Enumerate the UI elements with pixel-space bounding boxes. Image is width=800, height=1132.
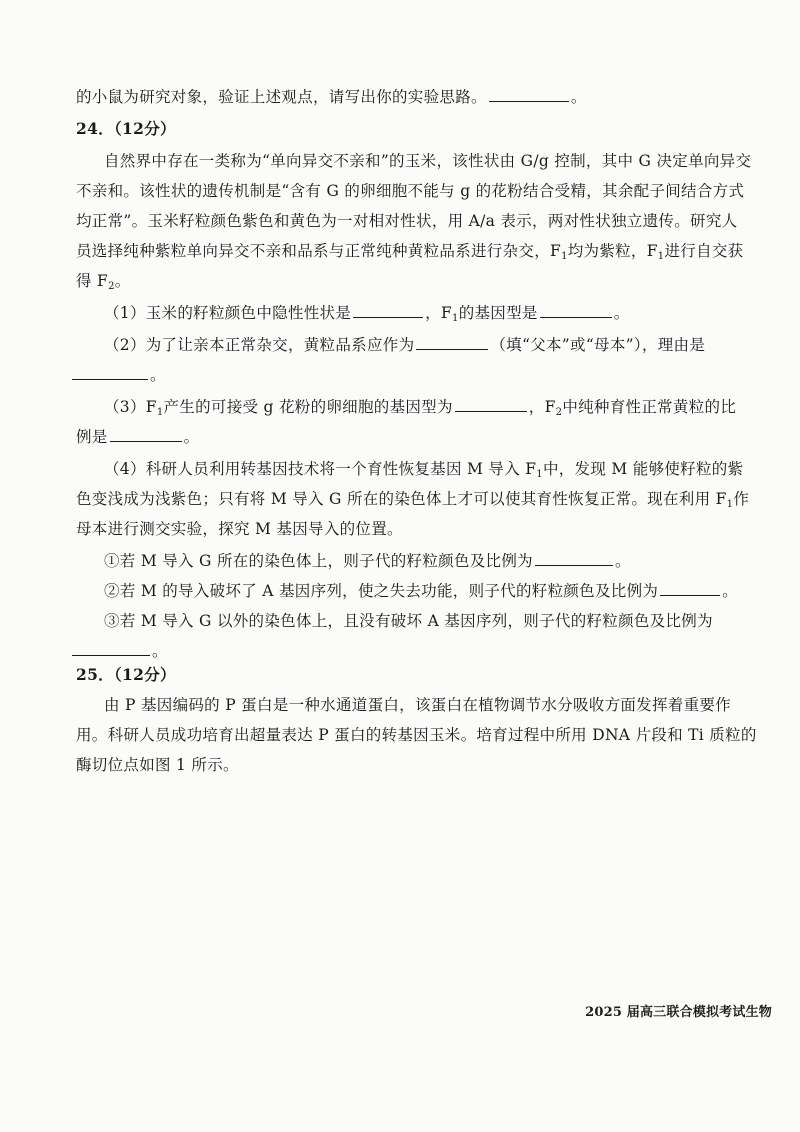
- subscript: 1: [156, 407, 164, 418]
- q24-sub4-line2: [76, 488, 760, 516]
- answer-blank[interactable]: [72, 365, 148, 380]
- q24-sub2: [104, 334, 760, 356]
- answer-blank[interactable]: [660, 581, 720, 596]
- subscript: 1: [536, 469, 543, 480]
- answer-blank[interactable]: [455, 397, 527, 412]
- subscript: 2: [108, 281, 115, 292]
- answer-blank[interactable]: [72, 641, 150, 656]
- punct: 。: [722, 582, 738, 600]
- punct: 。: [150, 366, 166, 384]
- q24-para1-line5: [76, 270, 760, 298]
- text-segment: （2）为了让亲本正常杂交，黄粒品系应作为: [104, 336, 415, 354]
- q24-sub2-cont: [70, 364, 760, 386]
- text-segment: 进行自交获: [664, 242, 744, 260]
- answer-blank[interactable]: [535, 551, 613, 566]
- text-segment: （4）科研人员利用转基因技术将一个育性恢复基因 M 导入 F: [104, 460, 537, 478]
- q24-sub4-line3: 母本进行测交实验，探究 M 基因导入的位置。: [76, 520, 403, 538]
- text-segment: 中纯种育性正常黄粒的比: [562, 398, 737, 416]
- text-segment: 例是: [76, 428, 108, 446]
- q24-sub3: [104, 396, 760, 424]
- text-segment: ，F: [528, 398, 556, 416]
- q25-line1: 由 P 基因编码的 P 蛋白是一种水通道蛋白，该蛋白在植物调节水分吸收方面发挥着重要作: [104, 696, 731, 714]
- text-segment: ①若 M 导入 G 所在的染色体上，则子代的籽粒颜色及比例为: [104, 552, 533, 570]
- q24-para1-line2: 不亲和。该性状的遗传机制是“含有 G 的卵细胞不能与 g 的花粉结合受精，其余配子间结合方式: [76, 182, 745, 200]
- q24-case3: ③若 M 导入 G 以外的染色体上，且没有破坏 A 基因序列，则子代的籽粒颜色及比例为: [104, 612, 713, 630]
- text-segment: 的基因型是: [458, 304, 538, 322]
- punct: 。: [613, 304, 630, 322]
- subscript: 1: [726, 499, 734, 510]
- q23-tail-text: 的小鼠为研究对象，验证上述观点，请写出你的实验思路。: [76, 88, 487, 106]
- text-segment: 。: [114, 272, 131, 290]
- page-footer: 2025 届高三联合模拟考试生物: [585, 1005, 772, 1020]
- q24-para1-line4: [76, 240, 760, 268]
- subscript: 1: [657, 251, 665, 262]
- text-segment: 中，发现 M 能够使籽粒的紫: [542, 460, 744, 478]
- text-segment: （1）玉米的籽粒颜色中隐性性状是: [104, 304, 352, 322]
- q23-tail-line: [76, 86, 760, 108]
- answer-blank[interactable]: [489, 87, 569, 102]
- punct: 。: [614, 552, 631, 570]
- punct: 。: [152, 642, 168, 660]
- subscript: 1: [452, 313, 459, 324]
- punct: 。: [570, 88, 587, 106]
- text-segment: 产生的可接受 g 花粉的卵细胞的基因型为: [163, 398, 453, 416]
- text-segment: （填“父本”或“母本”），理由是: [490, 336, 706, 354]
- q24-case2: [104, 580, 760, 602]
- q24-heading: 24．（12分）: [76, 119, 176, 138]
- text-segment: 均为紫粒，F: [567, 242, 658, 260]
- answer-blank[interactable]: [540, 303, 612, 318]
- text-segment: ，F: [425, 304, 453, 322]
- q24-sub3-cont: [76, 426, 760, 448]
- subscript: 2: [555, 407, 563, 418]
- text-segment: 员选择纯种紫粒单向异交不亲和品系与正常纯种黄粒品系进行杂交，F: [76, 242, 562, 260]
- q24-case3-cont: [70, 640, 760, 662]
- text-segment: （3）F: [104, 398, 157, 416]
- punct: 。: [183, 428, 200, 446]
- q24-sub4-line1: [104, 458, 760, 486]
- q24-para1-line3: 均正常”。玉米籽粒颜色紫色和黄色为一对相对性状，用 A/a 表示，两对性状独立遗传。研究人: [76, 212, 738, 230]
- q25-heading: 25．（12分）: [76, 665, 176, 684]
- q25-line3: 酶切位点如图 1 所示。: [76, 756, 239, 774]
- text-segment: 作: [733, 490, 750, 508]
- text-segment: ②若 M 的导入破坏了 A 基因序列，使之失去功能，则子代的籽粒颜色及比例为: [104, 582, 659, 600]
- answer-blank[interactable]: [110, 427, 182, 442]
- q24-para1-line1: 自然界中存在一类称为“单向异交不亲和”的玉米，该性状由 G/g 控制，其中 G 决定单向异交: [104, 152, 752, 170]
- text-segment: 色变浅成为浅紫色；只有将 M 导入 G 所在的染色体上才可以使其育性恢复正常。现在利用 F: [76, 490, 727, 508]
- q24-sub1: [104, 302, 760, 330]
- answer-blank[interactable]: [416, 335, 488, 350]
- subscript: 1: [561, 251, 568, 262]
- text-segment: 得 F: [76, 272, 109, 290]
- q25-line2: 用。科研人员成功培育出超量表达 P 蛋白的转基因玉米。培育过程中所用 DNA 片段和 Ti 质粒的: [76, 726, 757, 744]
- q24-case1: [104, 550, 760, 572]
- answer-blank[interactable]: [353, 303, 423, 318]
